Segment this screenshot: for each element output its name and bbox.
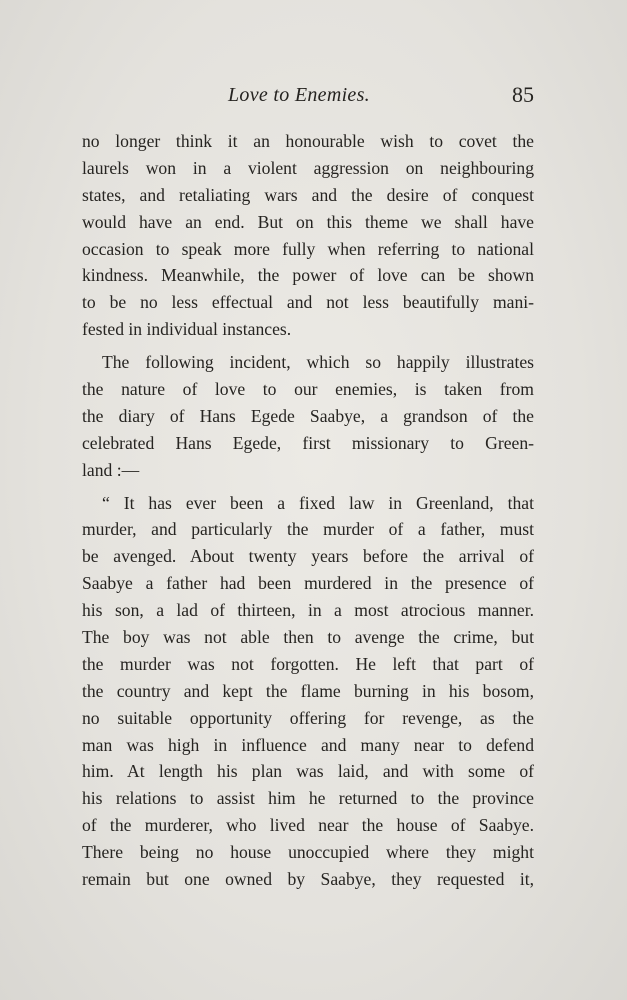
text-line: his relations to assist him he returned to the province xyxy=(82,788,534,809)
text-line: land :— xyxy=(82,459,140,480)
text-line: of the murderer, who lived near the house of Saabye. xyxy=(82,815,534,836)
text-line: the diary of Hans Egede Saabye, a grandson of the xyxy=(82,405,534,426)
running-title: Love to Enemies. xyxy=(228,84,370,106)
text-line: fested in individual instances. xyxy=(82,319,292,340)
text-line: the murder was not forgotten. He left that part of xyxy=(82,653,534,674)
text-line: Saabye a father had been murdered in the presence of xyxy=(82,573,534,594)
text-line: The following incident, which so happily illustrates xyxy=(102,352,534,373)
text-line: “ It has ever been a fixed law in Greenland, that xyxy=(102,492,534,513)
text-line: There being no house unoccupied where they might xyxy=(82,842,534,863)
page-header xyxy=(82,84,542,118)
text-line: the nature of love to our enemies, is taken from xyxy=(82,379,534,400)
text-line: his son, a lad of thirteen, in a most atrocious manner. xyxy=(82,600,534,621)
text-line: The boy was not able then to avenge the crime, but xyxy=(82,627,534,648)
text-line: the country and kept the flame burning in his bosom, xyxy=(82,680,534,701)
text-line: be avenged. About twenty years before the arrival of xyxy=(82,546,534,567)
text-line: kindness. Meanwhile, the power of love can be shown xyxy=(82,265,534,286)
text-line: murder, and particularly the murder of a father, must xyxy=(82,519,534,540)
body-text xyxy=(82,128,534,893)
text-line: no suitable opportunity offering for revenge, as the xyxy=(82,707,534,728)
text-line: him. At length his plan was laid, and with some of xyxy=(82,761,534,782)
text-line: remain but one owned by Saabye, they requested it, xyxy=(82,869,534,890)
text-line: man was high in influence and many near to defend xyxy=(82,734,534,755)
text-line: to be no less effectual and not less beautifully mani- xyxy=(82,292,534,313)
text-line: would have an end. But on this theme we shall have xyxy=(82,211,534,232)
page-number: 85 xyxy=(512,82,534,107)
text-line: celebrated Hans Egede, first missionary to Green- xyxy=(82,432,534,453)
text-line: no longer think it an honourable wish to covet the xyxy=(82,131,534,151)
text-line: laurels won in a violent aggression on neighbouring xyxy=(82,157,534,178)
text-line: occasion to speak more fully when referring to national xyxy=(82,238,534,259)
text-line: states, and retaliating wars and the desire of conquest xyxy=(82,184,534,205)
